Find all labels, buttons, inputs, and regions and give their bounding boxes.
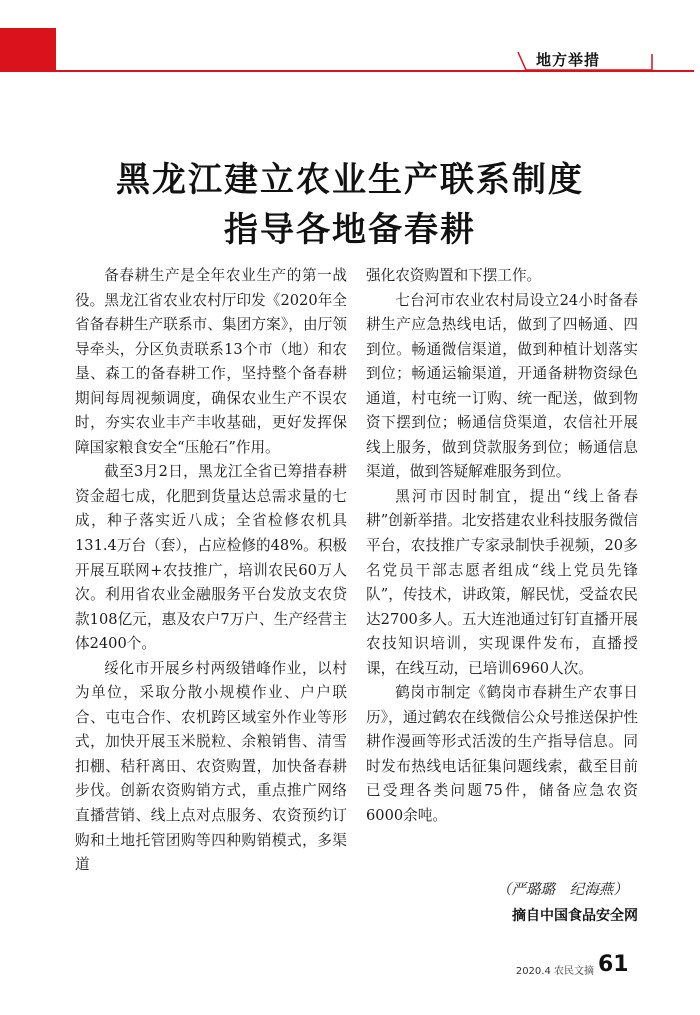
article-paragraph: 备春耕生产是全年农业生产的第一战役。黑龙江省农业农村厅印发《2020年全省备春耕生产联系市、集团方案》，由厅领导牵头，分区负责联系13个市（地）和农垦、森工的备春耕工作，坚持整个备春耕期间每周视频调度，确保农业生产不误农时，夯实农业丰产丰收基础，更好发挥保障国家粮食安全“压舱石”作用。 [75, 267, 347, 456]
article-paragraph: 七台河市农业农村局设立24小时备春耕生产应急热线电话，做到了四畅通、四到位。畅通微信渠道，做到种植计划落实到位；畅通运输渠道，开通备耕物资绿色通道，村屯统一订购、统一配送，做到物资下摆到位；畅通信贷渠道，农信社开展线上服务，做到贷款服务到位；畅通信息渠道，做到答疑解难服务到位。 [366, 291, 638, 481]
section-tag [516, 48, 656, 72]
article-paragraph: 绥化市开展乡村两级错峰作业，以村为单位，采取分散小规模作业、户户联合、屯屯合作、农机跨区域室外作业等形式，加快开展玉米脱粒、余粮销售、清雪扣棚、秸秆离田、农资购置，加快备春耕步伐。创新农资购销方式，重点推广网络直播营销、线上点对点服务、农资预约订购和土地托管团购等四种购销模式，多渠道 [75, 659, 347, 874]
article-title-line2: 指导各地备春耕 [224, 210, 476, 250]
page-number: 61 [598, 952, 629, 977]
article-paragraph: 黑河市因时制宜，提出“线上备春耕”创新举措。北安搭建农业科技服务微信平台，农技推广专家录制快手视频，20多名党员干部志愿者组成“线上党员先锋队”，传技术，讲政策，解民忧，受益农民达2700多人。五大连池通过钉钉直播开展农技知识培训，实现课件发布，直播授课，在线互动，已培训6960人次。 [366, 487, 638, 677]
footer-issue: 2020.4 农民文摘 [515, 966, 594, 977]
article-paragraph: 截至3月2日，黑龙江全省已筹措春耕资金超七成，化肥到货量达总需求量的七成，种子落实近八成；全省检修农机具131.4万台（套），占应检修的48%。积极开展互联网+农技推广，培训农民60万人次。利用省农业金融服务平台发放支农贷款108亿元，惠及农户7万户、生产经营主体2400个。 [75, 463, 347, 653]
article-column-right [366, 264, 638, 829]
article-title-line1: 黑龙江建立农业生产联系制度 [116, 160, 584, 200]
header-accent-block [0, 28, 56, 72]
article-paragraph-continuation: 强化农资购置和下摆工作。 [366, 267, 542, 284]
article-paragraph: 鹤岗市制定《鹤岗市春耕生产农事日历》，通过鹤农在线微信公众号推送保护性耕作漫画等形式活泼的生产指导信息。同时发布热线电话征集问题线索，截至目前已受理各类问题75件，储备应急农资6000余吨。 [366, 684, 638, 825]
article-byline: （严璐璐 纪海燕） [496, 881, 628, 898]
article-source: 摘自中国食品安全网 [512, 908, 638, 924]
article-column-left [75, 264, 347, 878]
section-label: 地方举措 [536, 51, 601, 69]
